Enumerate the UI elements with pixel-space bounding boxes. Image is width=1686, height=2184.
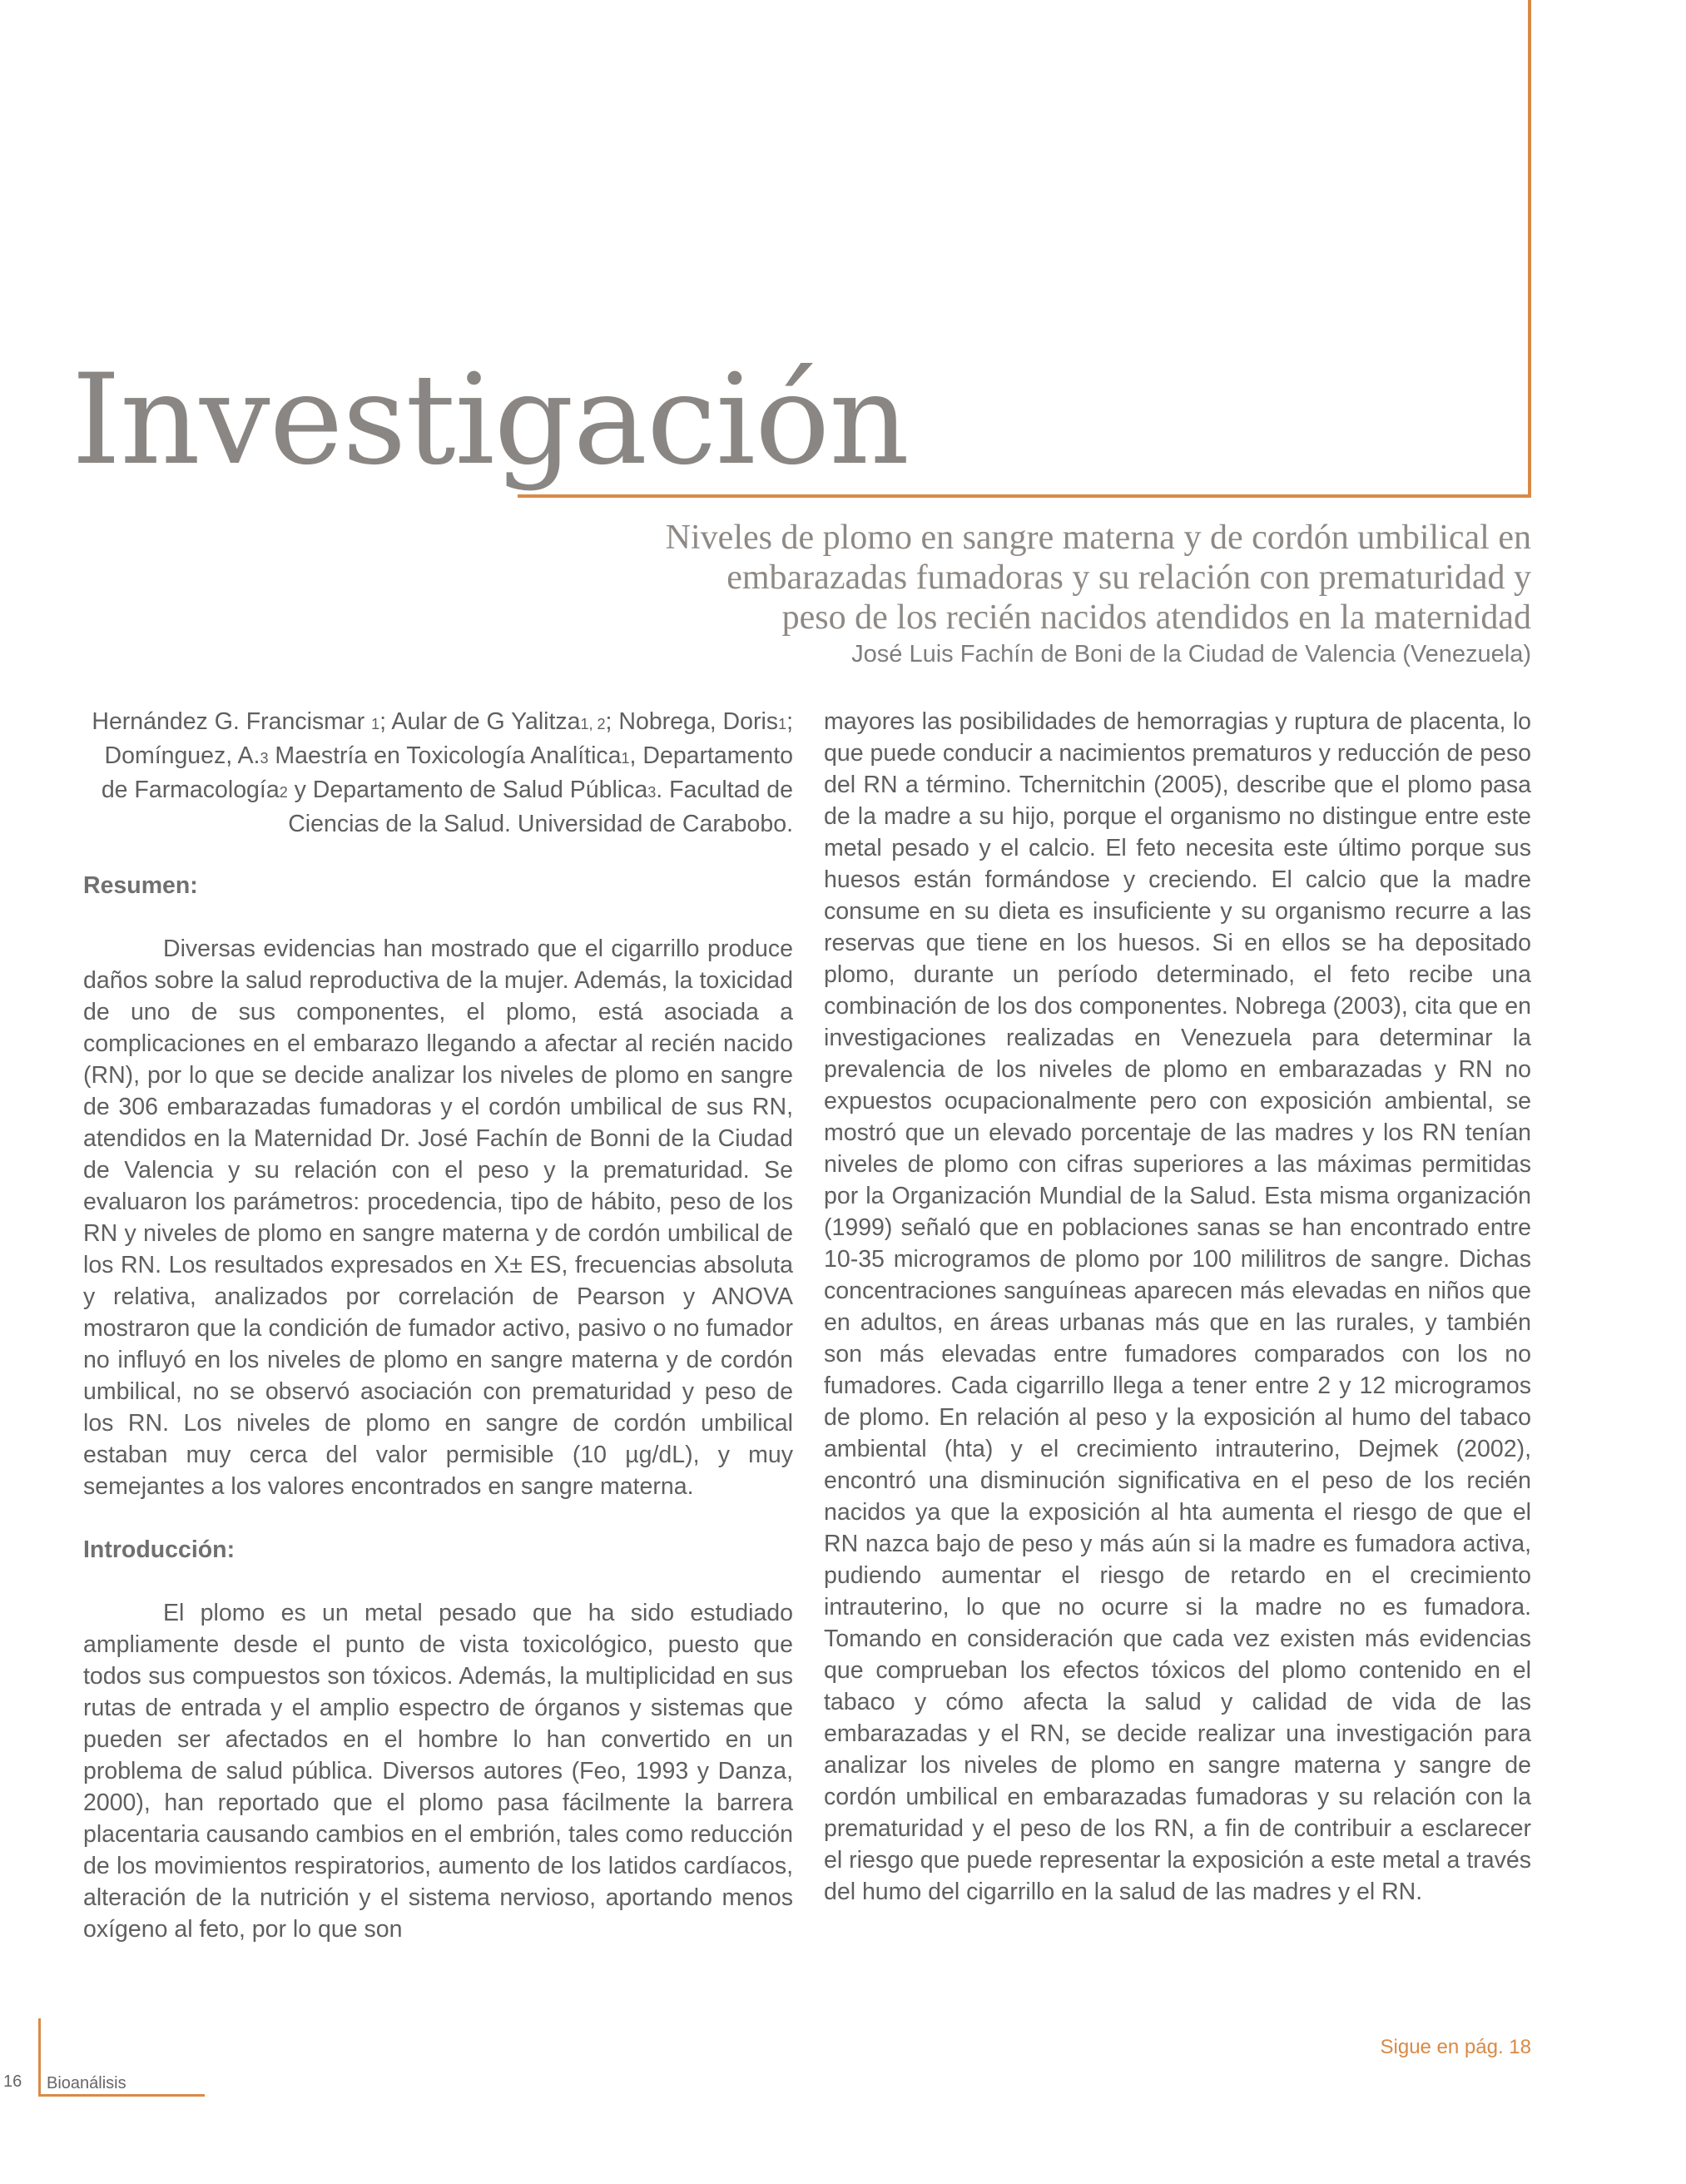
frame-border-bottom xyxy=(518,494,1531,498)
article-title-line: Niveles de plomo en sangre materna y de cordón umbilical en xyxy=(665,519,1531,557)
resumen-heading: Resumen: xyxy=(83,872,198,899)
affiliation-mark: 1, 2 xyxy=(580,716,606,732)
affiliation-text: Maestría en Toxicología Analítica xyxy=(268,742,622,769)
article-title-line: peso de los recién nacidos atendidos en la maternidad xyxy=(781,598,1531,637)
resumen-text: Diversas evidencias han mostrado que el cigarrillo produce daños sobre la salud reproductiva de la mujer. Además, la toxicidad de uno de sus componentes, el plomo, está asociada a complicaciones en el embarazo llegando a afectar al recién nacido (RN), por lo que se decide analizar los niveles de plomo en sangre de 306 embarazadas fumadoras y el cordón umbilical de sus RN, atendidos en la Maternidad Dr. José Fachín de Bonni de la Ciudad de Valencia y su relación con el peso y la prematuridad. Se evaluaron los parámetros: procedencia, tipo de hábito, peso de los RN y niveles de plomo en sangre materna y de cordón umbilical de los RN. Los resultados expresados en X± ES, frecuencias absoluta y relativa, analizados por correlación de Pearson y ANOVA mostraron que la condición de fumador activo, pasivo o no fumador no influyó en los niveles de plomo en sangre materna y de cordón umbilical, no se observó asociación con prematuridad y peso de los RN. Los niveles de plomo en sangre de cordón umbilical estaban muy cerca del valor permisible (10 µg/dL), y muy semejantes a los valores encontrados en sangre materna. xyxy=(83,936,793,1500)
introduccion-heading: Introducción: xyxy=(83,1536,236,1563)
continued-note: Sigue en pág. 18 xyxy=(1380,2036,1531,2058)
affiliation-mark: 3 xyxy=(647,784,657,801)
page-number: 16 xyxy=(3,2072,22,2091)
affiliation-mark: 1 xyxy=(371,716,380,732)
footer-rule-vertical xyxy=(38,2018,41,2095)
introduccion-text: El plomo es un metal pesado que ha sido estudiado ampliamente desde el punto de vista toxicológico, puesto que todos sus compuestos son tóxicos. Además, la multiplicidad en sus rutas de entrada y el amplio espectro de órganos y sistemas que pueden ser afectados en el hombre lo han convertido en un problema de salud pública. Diversos autores (Feo, 1993 y Danza, 2000), han reportado que el plomo pasa fácilmente la barrera placentaria causando cambios en el embrión, tales como reducción de los movimientos respiratorios, aumento de los latidos cardíacos, alteración de la nutrición y el sistema nervioso, aportando menos oxígeno al feto, por lo que son xyxy=(83,1600,793,1943)
author-text: ; Domínguez, A. xyxy=(104,708,793,769)
left-column xyxy=(83,706,793,1945)
affiliation-text: y Departamento de Salud Pública xyxy=(287,777,648,803)
journal-name: Bioanálisis xyxy=(47,2074,126,2092)
author-text: Hernández G. Francismar xyxy=(92,708,372,735)
section-title: Investigación xyxy=(72,348,909,493)
affiliation-mark: 2 xyxy=(279,784,288,801)
affiliation-mark: 3 xyxy=(260,750,269,767)
affiliation-text: . Facultad de Ciencias de la Salud. Universidad de Carabobo. xyxy=(288,777,793,837)
right-column xyxy=(824,706,1531,1908)
article-title xyxy=(616,518,1531,638)
article-subtitle: José Luis Fachín de Boni de la Ciudad de Valencia (Venezuela) xyxy=(851,641,1531,668)
affiliation-mark: 1 xyxy=(621,750,630,767)
author-text: ; Aular de G Yalitza xyxy=(379,708,581,735)
authors-affiliations xyxy=(83,706,793,840)
affiliation-mark: 1 xyxy=(778,716,787,732)
author-text: ; Nobrega, Doris xyxy=(605,708,779,735)
affiliation-text: , Departamento de Farmacología xyxy=(101,742,793,803)
footer-rule-horizontal xyxy=(38,2094,205,2097)
article-title-line: embarazadas fumadoras y su relación con prematuridad y xyxy=(726,558,1531,597)
introduccion-continuation: mayores las posibilidades de hemorragias y ruptura de placenta, lo que puede conducir a nacimientos prematuros y reducción de peso del RN a término. Tchernitchin (2005), describe que el plomo pasa de la madre a su hijo, porque el organismo no distingue entre este metal pesado y el calcio. El feto necesita este último porque sus huesos están formándose y creciendo. El calcio que la madre consume en su dieta es insuficiente y su organismo recurre a las reservas que tiene en los huesos. Si en ellos se ha depositado plomo, durante un período determinado, el feto recibe una combinación de los dos componentes. Nobrega (2003), cita que en investigaciones realizadas en Venezuela para determinar la prevalencia de los niveles de plomo en embarazadas y RN no expuestos ocupacionalmente pero con exposición ambiental, se mostró que un elevado porcentaje de las madres y los RN tenían niveles de plomo con cifras superiores a las máximas permitidas por la Organización Mundial de la Salud. Esta misma organización (1999) señaló que en poblaciones sanas se han encontrado entre 10-35 microgramos de plomo por 100 mililitros de sangre. Dichas concentraciones sanguíneas aparecen más elevadas en niños que en adultos, en áreas urbanas más que en las rurales, y también son más elevadas entre fumadores comparados con los no fumadores. Cada cigarrillo llega a tener entre 2 y 12 microgramos de plomo. En relación al peso y la exposición al humo del tabaco ambiental (hta) y el crecimiento intrauterino, Dejmek (2002), encontró una disminución significativa en el peso de los recién nacidos ya que la exposición al hta aumenta el riesgo de que el RN nazca bajo de peso y más aún si la madre es fumadora activa, pudiendo aumentar el riesgo de retardo en el crecimiento intrauterino, lo que no ocurre si la madre no es fumadora. Tomando en consideración que cada vez existen más evidencias que comprueban los efectos tóxicos del plomo contenido en el tabaco y cómo afecta la salud y calidad de vida de las embarazadas y el RN, se decide realizar una investigación para analizar los niveles de plomo en sangre materna y sangre de cordón umbilical en embarazadas fumadoras y su relación con la prematuridad y el peso de los RN, a fin de contribuir a esclarecer el riesgo que puede representar la exposición a este metal a través del humo del cigarrillo en la salud de las madres y el RN. xyxy=(824,708,1531,1905)
frame-border-right xyxy=(1528,0,1531,498)
